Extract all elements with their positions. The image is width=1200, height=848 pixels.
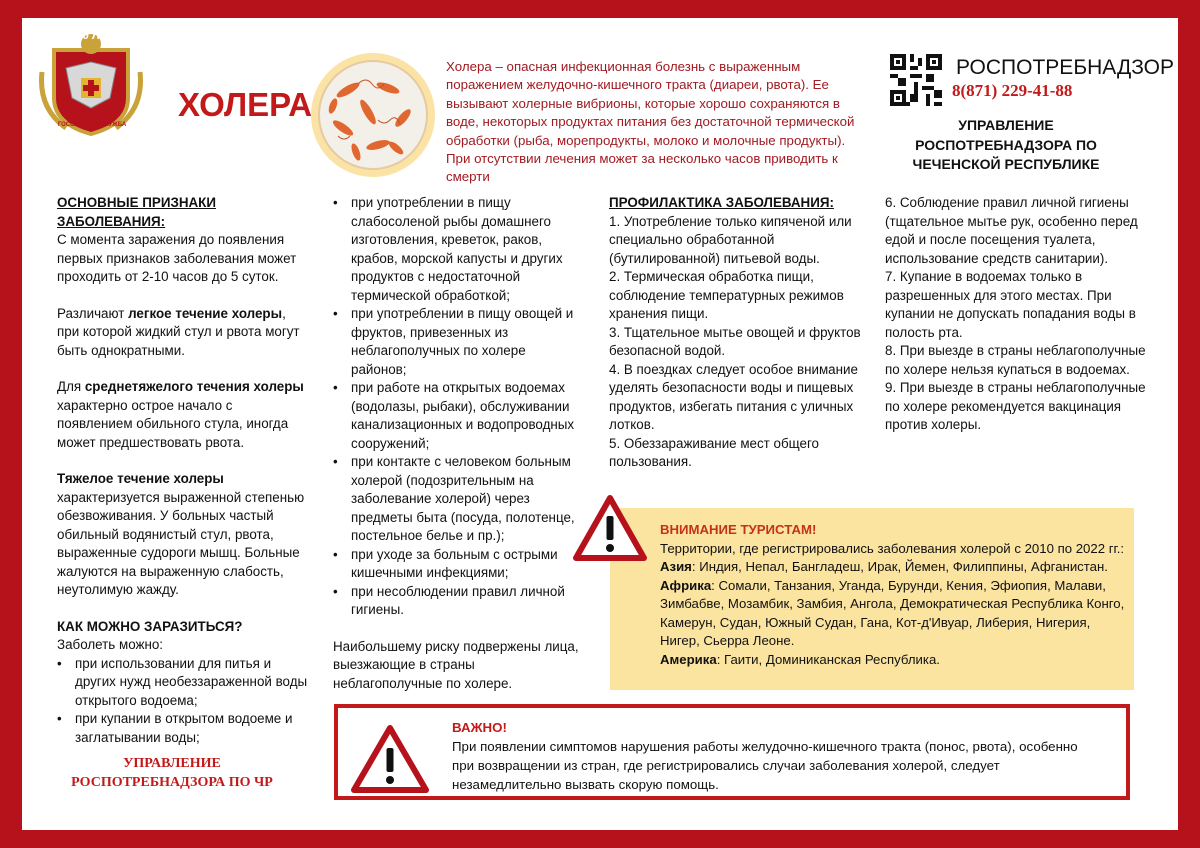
asia-text: : Индия, Непал, Бангладеш, Ирак, Йемен, Филиппины, Афганистан.: [691, 559, 1108, 574]
poster: [22, 18, 1178, 830]
bacteria-illustration: [308, 50, 438, 180]
important-content: [452, 718, 1092, 794]
list-item: 6. Соблюдение правил личной гигиены (тщательное мытье рук, особенно перед едой и после посещения туалета, использование средств санитарии).: [885, 195, 1138, 266]
mild-paragraph: [57, 305, 309, 361]
org-name: РОСПОТРЕБНАДЗОР: [956, 56, 1174, 79]
africa-text: : Сомали, Танзания, Уганда, Бурунди, Кения, Эфиопия, Малави, Зимбабве, Мозамбик, Замбия, Ангола, Демократическая Республика Конго, Камерун, Судан, Южный Судан, Гана, Кот-д'Ивуар, Либерия, Нигерия, Нигер, Сьерра Леоне.: [660, 577, 1125, 648]
list-item: • при работе на открытых водоемах (водолазы, рыбаки), обслуживании канализационных и водопроводных сооружений;: [333, 379, 583, 453]
severe-post: характеризуется выраженной степенью обезвоживания. У больных частый обильный водянистый стул, рвота, выраженные судороги мышц. Больные жалуются на выраженную слабость, неутолимую жажду.: [57, 489, 305, 597]
important-heading: ВАЖНО!: [452, 720, 507, 735]
tourists-heading: ВНИМАНИЕ ТУРИСТАМ!: [660, 522, 817, 537]
list-item: • при уходе за больным с острыми кишечными инфекциями;: [333, 546, 583, 583]
list-item: • при использовании для питья и других нужд необеззараженной воды открытого водоема;: [57, 655, 309, 711]
signs-text: С момента заражения до появления первых признаков заболевания может проходить от 2-10 часов до 5 суток.: [57, 232, 297, 284]
mild-post: , при которой жидкий стул и рвота могут быть однократными.: [57, 305, 300, 358]
america-text: : Гаити, Доминиканская Республика.: [716, 651, 940, 667]
list-item: 1. Употребление только кипяченой или специально обработанной (бутилированной) питьевой воды.: [609, 213, 852, 266]
list-item: 9. При выезде в страны неблагополучные по холере рекомендуется вакцинация против холеры.: [885, 380, 1146, 432]
list-item: 4. В поездках следует особое внимание уделять безопасности воды и пищевых продуктов, избегать питания с уличных лотков.: [609, 361, 858, 432]
severe-bold: Тяжелое течение холеры: [57, 471, 224, 486]
america-line: [660, 651, 1130, 670]
mild-bold: легкое течение холеры: [128, 305, 283, 321]
warning-triangle-icon: [350, 724, 430, 794]
infect-heading: КАК МОЖНО ЗАРАЗИТЬСЯ?: [57, 618, 243, 634]
moderate-post: характерно острое начало с появлением обильного стула, иногда может предшествовать рвота.: [57, 397, 289, 450]
list-item: 5. Обеззараживание мест общего пользования.: [609, 435, 820, 469]
severe-paragraph: [57, 470, 309, 600]
important-text: При появлении симптомов нарушения работы желудочно-кишечного тракта (понос, рвота), особенно при возвращении из стран, где регистрировались случаи заболевания холерой, следует незамедлительно вызвать скорую помощь.: [452, 739, 1078, 792]
column-4: [885, 194, 1149, 435]
emblem-text-top: 100 ЛЕТ: [70, 30, 114, 42]
list-item: 2. Термическая обработка пищи, соблюдение температурных режимов хранения пищи.: [609, 269, 844, 321]
list-item: • при купании в открытом водоеме и заглатывании воды;: [57, 710, 309, 747]
prevention-heading: ПРОФИЛАКТИКА ЗАБОЛЕВАНИЯ:: [609, 195, 834, 210]
column-1: [57, 194, 309, 747]
tourists-intro: Территории, где регистрировались заболевания холерой с 2010 по 2022 гг.:: [660, 540, 1125, 556]
warning-triangle-icon: [572, 494, 648, 562]
moderate-bold: среднетяжелого течения холеры: [84, 379, 304, 394]
tourists-content: [660, 521, 1130, 669]
phone-number: 8(871) 229-41-88: [952, 81, 1073, 100]
list-item: • при контакте с человеком больным холерой (подозрительным на заболевание холерой) через предметы быта (посуда, полотенце, постельное белье и пр.);: [333, 453, 583, 546]
moderate-pre: Для: [57, 379, 85, 394]
intro-text: Холера – опасная инфекционная болезнь с выраженным поражением желудочно-кишечного тракта (диареи, рвота). Ее вызывают холерные вибрионы, которые хорошо сохраняются в воде, некоторых продуктах питания без достаточной термической обработки (рыба, морепродукты, молоко и молочные продукты). При отсутствии лечения может за несколько часов приводить к смерти: [446, 59, 855, 185]
page-title: ХОЛЕРА: [178, 86, 313, 123]
africa-label: Африка: [660, 577, 712, 593]
asia-label: Азия: [660, 559, 692, 574]
asia-line: [660, 558, 1130, 577]
column-2: [333, 194, 583, 693]
mild-pre: Различают: [57, 305, 129, 321]
qr-code: [890, 54, 942, 106]
list-item: • при употреблении в пищу овощей и фруктов, привезенных из неблагополучных по холере районов;: [333, 305, 583, 379]
list-item: 3. Тщательное мытье овощей и фруктов безопасной водой.: [609, 324, 861, 358]
moderate-paragraph: [57, 378, 309, 452]
infect-intro: Заболеть можно:: [57, 637, 164, 652]
list-item: • при употреблении в пищу слабосоленой рыбы домашнего изготовления, креветок, раков, крабов, морской капусты и других продуктов с недостаточной термической обработкой;: [333, 194, 583, 305]
africa-line: [660, 577, 1130, 651]
emblem-text-bottom: ГОССАНЭПИДСЛУЖБА: [57, 122, 127, 128]
dept-name: УПРАВЛЕНИЕ РОСПОТРЕБНАДЗОРА ПО ЧЕЧЕНСКОЙ РЕСПУБЛИКЕ: [912, 117, 1100, 172]
column-3: [609, 194, 865, 472]
america-label: Америка: [660, 651, 717, 667]
list-item: 7. Купание в водоемах только в разрешенных для этого местах. При купании не допускать попадания воды в полость рта.: [885, 269, 1136, 340]
risk-text: Наибольшему риску подвержены лица, выезжающие в страны неблагополучные по холере.: [333, 638, 579, 691]
signs-heading: ОСНОВНЫЕ ПРИЗНАКИ ЗАБОЛЕВАНИЯ:: [57, 195, 216, 229]
footer-org: УПРАВЛЕНИЕ РОСПОТРЕБНАДЗОРА ПО ЧР: [71, 756, 273, 790]
list-item: 8. При выезде в страны неблагополучные по холере нельзя купаться в водоемах.: [885, 343, 1146, 377]
list-item: • при несоблюдении правил личной гигиены.: [333, 583, 583, 620]
